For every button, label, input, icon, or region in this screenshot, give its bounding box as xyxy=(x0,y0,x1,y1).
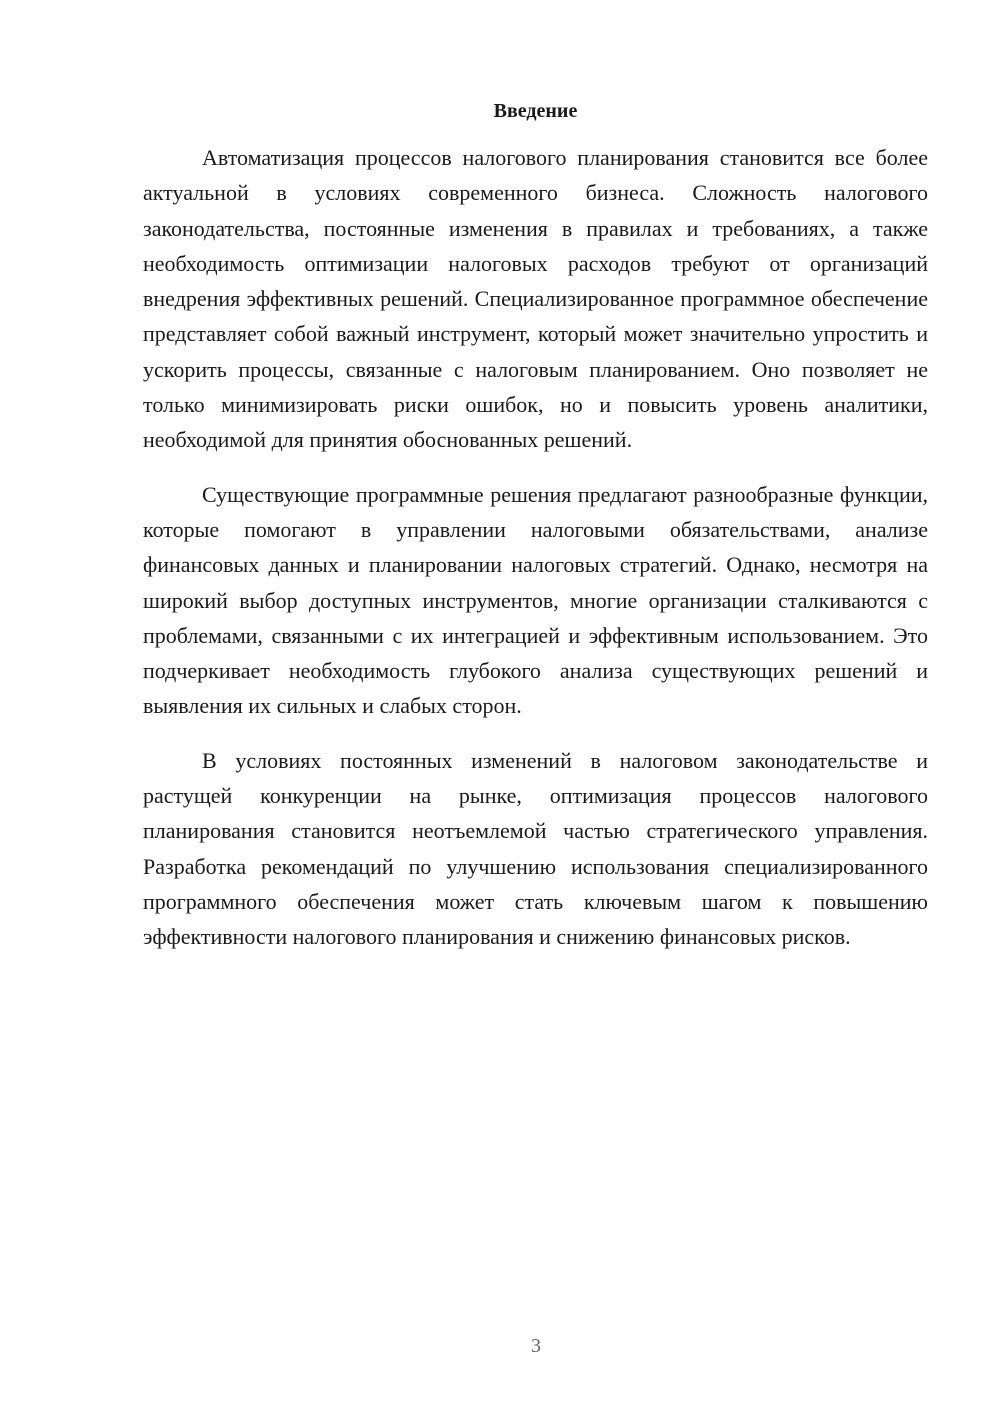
body-text xyxy=(143,140,928,974)
section-heading: Введение xyxy=(493,100,578,122)
page-number: 3 xyxy=(531,1335,541,1357)
paragraph-2: Существующие программные решения предлагают разнообразные функции, которые помогают в управлении налоговыми обязательствами, анализе финансовых данных и планировании налоговых стратегий. Однако, несмотря на широкий выбор доступных инструментов, многие организации сталкиваются с проблемами, связанными с их интеграцией и эффективным использованием. Это подчеркивает необходимость глубокого анализа существующих решений и выявления их сильных и слабых сторон. xyxy=(143,481,928,719)
paragraph-3: В условиях постоянных изменений в налоговом законодательстве и растущей конкуренции на рынке, оптимизация процессов налогового планирования становится неотъемлемой частью стратегического управления. Разработка рекомендаций по улучшению использования специализированного программного обеспечения может стать ключевым шагом к повышению эффективности налогового планирования и снижению финансовых рисков. xyxy=(143,747,928,950)
paragraph-1: Автоматизация процессов налогового планирования становится все более актуальной в условиях современного бизнеса. Сложность налогового законодательства, постоянные изменения в правилах и требованиях, а также необходимость оптимизации налоговых расходов требуют от организаций внедрения эффективных решений. Специализированное программное обеспечение представляет собой важный инструмент, который может значительно упростить и ускорить процессы, связанные с налоговым планированием. Оно позволяет не только минимизировать риски ошибок, но и повысить уровень аналитики, необходимой для принятия обоснованных решений. xyxy=(143,145,928,453)
